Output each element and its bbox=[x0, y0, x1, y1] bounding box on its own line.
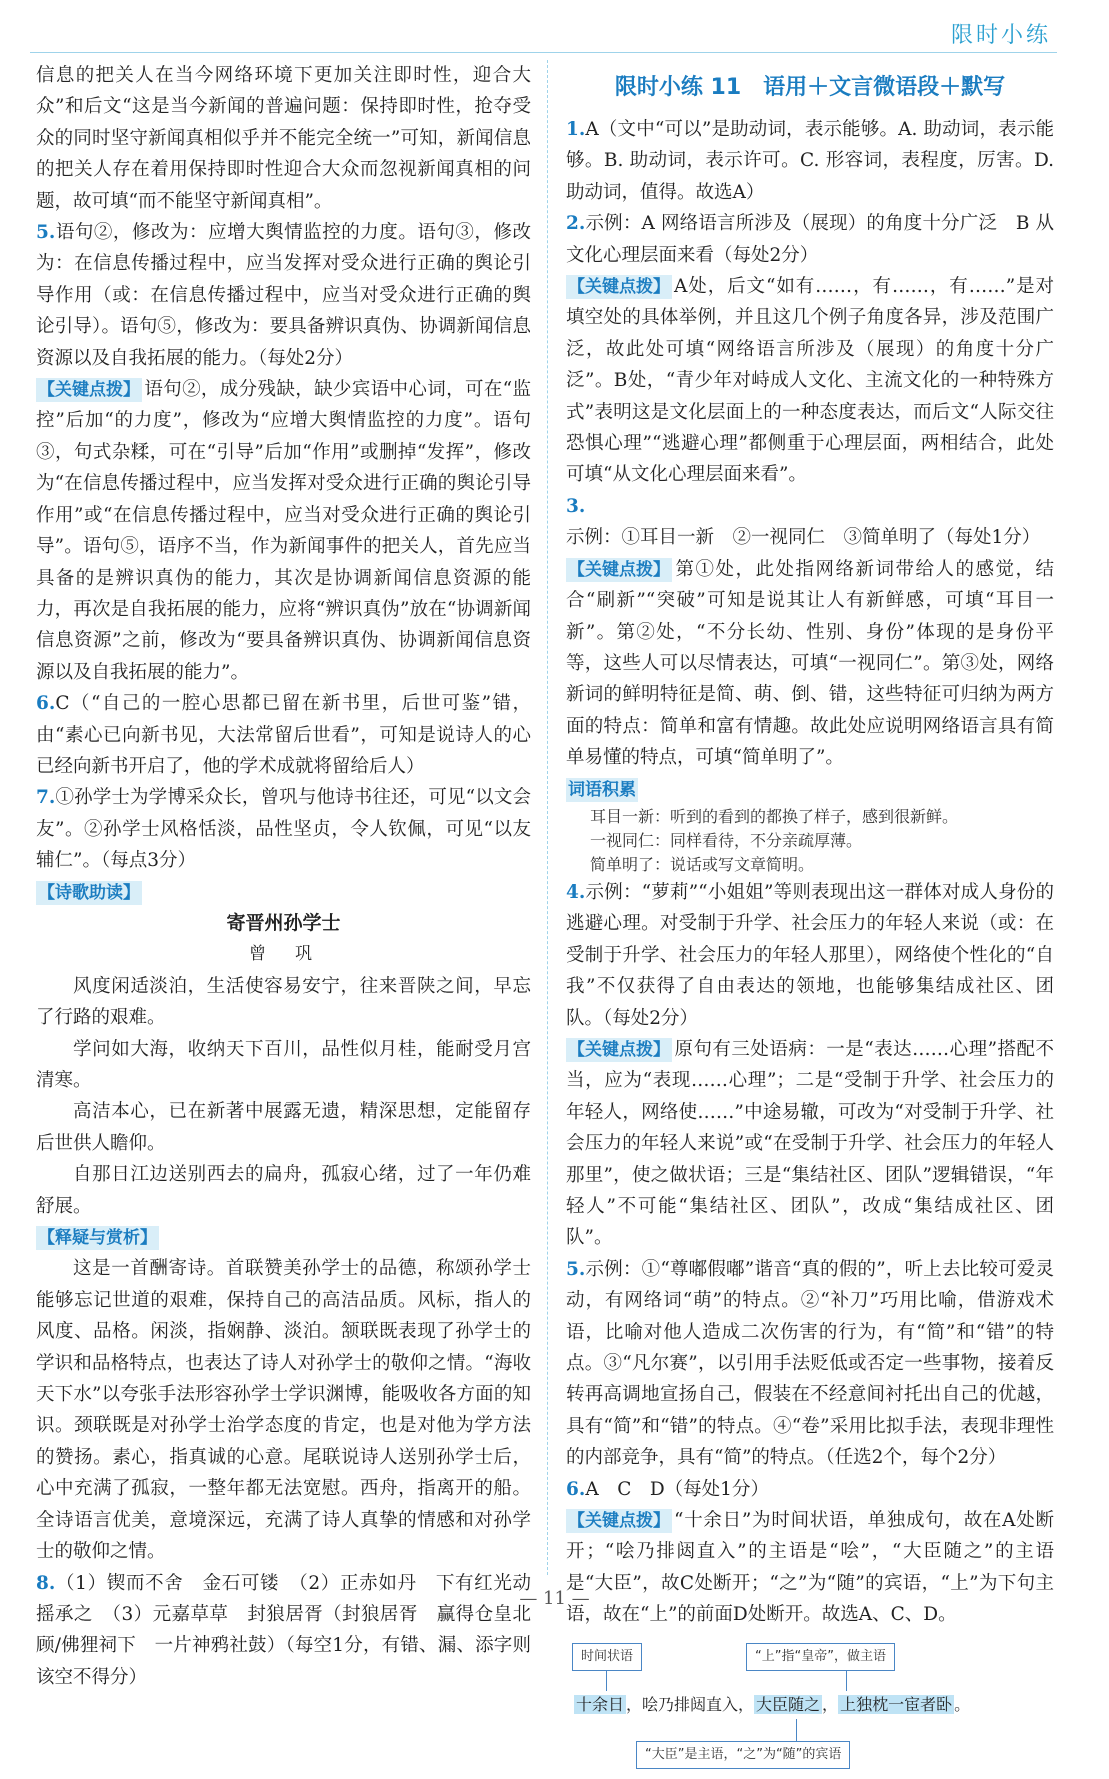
answer-number: 6. bbox=[36, 693, 56, 715]
answer-5-right bbox=[566, 1254, 1054, 1474]
poem-line: 风度闲适淡泊，生活使容易安宁，往来晋陕之间，早忘了行路的艰难。 bbox=[36, 975, 531, 1029]
key-point-2 bbox=[566, 271, 1054, 491]
answer-text: C（“自己的一腔心思都已留在新书里，后世可鉴”错，由“素心已向新书见，大法常留后世看”，可知是说诗人的心已经向新书开启了，他的学术成就将留给后人） bbox=[36, 693, 531, 777]
sentence-segment: 十余日 bbox=[576, 1694, 625, 1714]
analysis-tag: 【释疑与赏析】 bbox=[38, 1228, 157, 1249]
key-point-tag: 【关键点拨】 bbox=[568, 1039, 670, 1060]
answer-8 bbox=[36, 1568, 531, 1694]
diagram-box-top: “上”指“皇帝”，做主语 bbox=[746, 1643, 895, 1671]
poem-author: 曾 巩 bbox=[249, 944, 318, 965]
key-point-6 bbox=[566, 1505, 1054, 1631]
answer-7 bbox=[36, 782, 531, 876]
page-number: — 11 — bbox=[519, 1588, 590, 1609]
key-point-tag: 【关键点拨】 bbox=[568, 559, 670, 580]
key-point-3 bbox=[566, 554, 1054, 774]
vocab-item: 一视同仁：同样看待，不分亲疏厚薄。 bbox=[590, 830, 863, 850]
key-point-text: 原句有三处语病：一是“表达……心理”搭配不当，应为“表现……心理”；二是“受制于升学、社会压力的年轻人，网络使……”中途易辙，可改为“对受制于升学、社会压力的年轻人来说”或“在受制于升学、社会压力的年轻人那里”，使之做状语；三是“集结社区、团队”逻辑错误，“年轻人”不可能“集结社区、团队”，改成“集结成社区、团队”。 bbox=[566, 1038, 1054, 1249]
column-divider bbox=[547, 60, 548, 1575]
poem-title: 寄晋州孙学士 bbox=[226, 911, 341, 934]
key-point-text: 语句②，成分残缺，缺少宾语中心词，可在“监控”后加“的力度”，修改为“应增大舆情监控的力度”。语句③，句式杂糅，可在“引导”后加“作用”或删掉“发挥”，修改为“在信息传播过程中，应当发挥对受众进行正确的舆论引导作用”或“在信息传播过程中，应当对受众进行正确的舆论引导”。语句⑤，语序不当，作为新闻事件的把关人，首先应当具备的是辨识真伪的能力，其次是协调新闻信息资源的能力，再次是自我拓展的能力，应将“辨识真伪”放在“协调新闻信息资源”之前，修改为“要具备辨识真伪、协调新闻信息资源以及自我拓展的能力”。 bbox=[36, 379, 531, 683]
answer-number: 8. bbox=[36, 1572, 56, 1594]
analysis-tag-line bbox=[36, 1222, 531, 1253]
answer-text: A C D（每处1分） bbox=[585, 1478, 769, 1500]
left-column bbox=[36, 60, 531, 1693]
poem-tag: 【诗歌助读】 bbox=[38, 882, 140, 903]
intro-paragraph: 信息的把关人在当今网络环境下更加关注即时性，迎合大众”和后文“这是当今新闻的普遍问题：保持即时性，抢夺受众的同时坚守新闻真相似乎并不能完全统一”可知，新闻信息的把关人存在着用保持即时性迎合大众而忽视新闻真相的问题，故可填“而不能坚守新闻真相”。 bbox=[36, 65, 531, 212]
answer-6-right bbox=[566, 1474, 1054, 1505]
answer-text: 示例：①耳目一新 ②一视同仁 ③简单明了（每处1分） bbox=[566, 527, 1041, 549]
vocab-item: 简单明了：说话或写文章简明。 bbox=[590, 854, 815, 874]
key-point-tag: 【关键点拨】 bbox=[38, 380, 140, 401]
key-point-5 bbox=[36, 374, 531, 688]
poem-line: 自那日江边送别西去的扁舟，孤寂心绪，过了一年仍难舒展。 bbox=[36, 1164, 531, 1217]
key-point-tag: 【关键点拨】 bbox=[568, 277, 670, 298]
key-point-text: “十余日”为时间状语，单独成句，故在A处断开；“哙乃排闼直入”的主语是“哙”，“大臣随之”的主语是“大臣”，故C处断开；“之”为“随”的宾语，“上”为下句主语，故在“上”的前面D处断开。故选A、C、D。 bbox=[566, 1510, 1054, 1626]
answer-number: 7. bbox=[36, 787, 56, 809]
poem-tag-line bbox=[36, 877, 531, 908]
vocab-item: 耳目一新：听到的看到的都换了样子，感到很新鲜。 bbox=[590, 806, 959, 826]
answer-number: 5. bbox=[36, 222, 56, 244]
answer-text: A（文中“可以”是助动词，表示能够。A. 助动词，表示能够。B. 助动词，表示许可。C. 形容词，表程度，厉害。D. 助动词，值得。故选A） bbox=[566, 119, 1054, 203]
key-point-4 bbox=[566, 1034, 1054, 1254]
diagram-connector bbox=[796, 1719, 797, 1741]
diagram-connector bbox=[846, 1671, 847, 1691]
answer-text: ①孙学士为学博采众长，曾巩与他诗书往还，可见“以文会友”。②孙学士风格恬淡，品性坚贞，令人钦佩，可见“以友辅仁”。（每点3分） bbox=[36, 787, 531, 872]
poem-line: 高洁本心，已在新著中展露无遗，精深思想，定能留存后世供人瞻仰。 bbox=[36, 1101, 531, 1154]
answer-number: 1. bbox=[566, 119, 586, 140]
answer-number: 6. bbox=[566, 1478, 586, 1500]
header-divider bbox=[30, 52, 1057, 53]
answer-text: （1）锲而不舍 金石可镂 （2）正赤如丹 下有红光动摇承之 （3）元嘉草草 封狼居胥（封狼居胥 赢得仓皇北顾/佛狸祠下 一片神鸦社鼓）（每空1分，有错、漏、添字则该空不得分） bbox=[36, 1572, 531, 1688]
key-point-tag: 【关键点拨】 bbox=[568, 1511, 670, 1532]
answer-6 bbox=[36, 688, 531, 782]
answer-number: 3. bbox=[566, 495, 586, 517]
diagram-box-bottom: “大臣”是主语，“之”为“随”的宾语 bbox=[636, 1741, 850, 1769]
diagram-connector bbox=[606, 1671, 607, 1691]
answer-number: 5. bbox=[566, 1258, 586, 1280]
answer-text: 示例：①“尊嘟假嘟”谐音“真的假的”，听上去比较可爱灵动，有网络词“萌”的特点。②“补刀”巧用比喻，借游戏术语，比喻对他人造成二次伤害的行为，有“简”和“错”的特点。③“凡尔赛”，以引用手法贬低或否定一些事物，接着反转再高调地宣扬自己，假装在不经意间衬托出自己的优越，具有“简”和“错”的特点。④“卷”采用比拟手法，表现非理性的内部竞争，具有“简”的特点。（任选2个，每个2分） bbox=[566, 1258, 1054, 1469]
key-point-text: 第①处，此处指网络新词带给人的感觉，结合“刷新”“突破”可知是说其让人有新鲜感，可填“耳目一新”。第②处，“不分长幼、性别、身份”体现的是身份平等，这些人可以尽情表达，可填“一视同仁”。第③处，网络新词的鲜明特征是简、萌、倒、错，这些特征可归纳为两方面的特点：简单和富有情趣。故此处应说明网络语言具有简单易懂的特点，可填“简单明了”。 bbox=[566, 558, 1054, 769]
sentence-segment: 大臣随之 bbox=[756, 1694, 821, 1714]
answer-text: 示例：A 网络语言所涉及（展现）的角度十分广泛 B 从文化心理层面来看（每处2分） bbox=[566, 213, 1054, 266]
sentence-segment: ，哙乃排闼直入， bbox=[626, 1694, 755, 1714]
key-point-text: A处，后文“如有……，有……，有……”是对填空处的具体举例，并且这几个例子角度各异，涉及范围广泛，故此处可填“网络语言所涉及（展现）的角度十分广泛”。B处，“青少年对峙成人文化、主流文化的一种特殊方式”表明这是文化层面上的一种态度表达，而后文“人际交往恐惧心理”“逃避心理”都侧重于心理层面，两相结合，此处可填“从文化心理层面来看”。 bbox=[566, 276, 1054, 486]
poem-line: 学问如大海，收纳天下百川，品性似月桂，能耐受月宫清寒。 bbox=[36, 1038, 531, 1091]
sentence-segment: 上独枕一宦者卧 bbox=[840, 1694, 953, 1714]
answer-2 bbox=[566, 208, 1054, 271]
answer-number: 4. bbox=[566, 881, 586, 903]
diagram-box-time: 时间状语 bbox=[572, 1643, 642, 1671]
answer-text: 语句②，修改为：应增大舆情监控的力度。语句③，修改为：在信息传播过程中，应当发挥对受众进行正确的舆论引导作用（或：在信息传播过程中，应当对受众进行正确的舆论引导）。语句⑤，修改为：要具备辨识真伪、协调新闻信息资源以及自我拓展的能力。（每处2分） bbox=[36, 222, 531, 369]
answer-number: 2. bbox=[566, 213, 586, 235]
answer-text: 示例：“萝莉”“小姐姐”等则表现出这一群体对成人身份的逃避心理。对受制于升学、社会压力的年轻人来说（或：在受制于升学、社会压力的年轻人那里），网络使个性化的“自我”不仅获得了自由表达的领地，也能够集结成社区、团队。（每处2分） bbox=[566, 881, 1054, 1029]
header-tag: 限时小练 bbox=[950, 23, 1051, 48]
answer-3 bbox=[566, 491, 1054, 554]
sentence-diagram bbox=[566, 1639, 1054, 1779]
sentence-segment: 。 bbox=[954, 1694, 971, 1714]
answer-4 bbox=[566, 877, 1054, 1034]
vocab-tag-line bbox=[566, 774, 1054, 805]
section-title: 限时小练 11 语用＋文言微语段＋默写 bbox=[614, 75, 1006, 100]
diagram-sentence bbox=[574, 1691, 970, 1719]
right-column bbox=[566, 60, 1054, 1779]
answer-5 bbox=[36, 217, 531, 374]
analysis-text: 这是一首酬寄诗。首联赞美孙学士的品德，称颂孙学士能够忘记世道的艰难，保持自己的高洁品质。风标，指人的风度、品格。闲淡，指娴静、淡泊。颔联既表现了孙学士的学识和品格特点，也表达了诗人对孙学士的敬仰之情。“海收天下水”以夸张手法形容孙学士学识渊博，能吸收各方面的知识。颈联既是对孙学士治学态度的肯定，也是对他为学方法的赞扬。素心，指真诚的心意。尾联说诗人送别孙学士后，心中充满了孤寂，一整年都无法宽慰。西舟，指离开的船。全诗语言优美，意境深远，充满了诗人真挚的情感和对孙学士的敬仰之情。 bbox=[36, 1258, 531, 1563]
sentence-segment: ， bbox=[822, 1694, 839, 1714]
vocab-tag: 词语积累 bbox=[568, 779, 636, 800]
answer-1 bbox=[566, 114, 1054, 208]
